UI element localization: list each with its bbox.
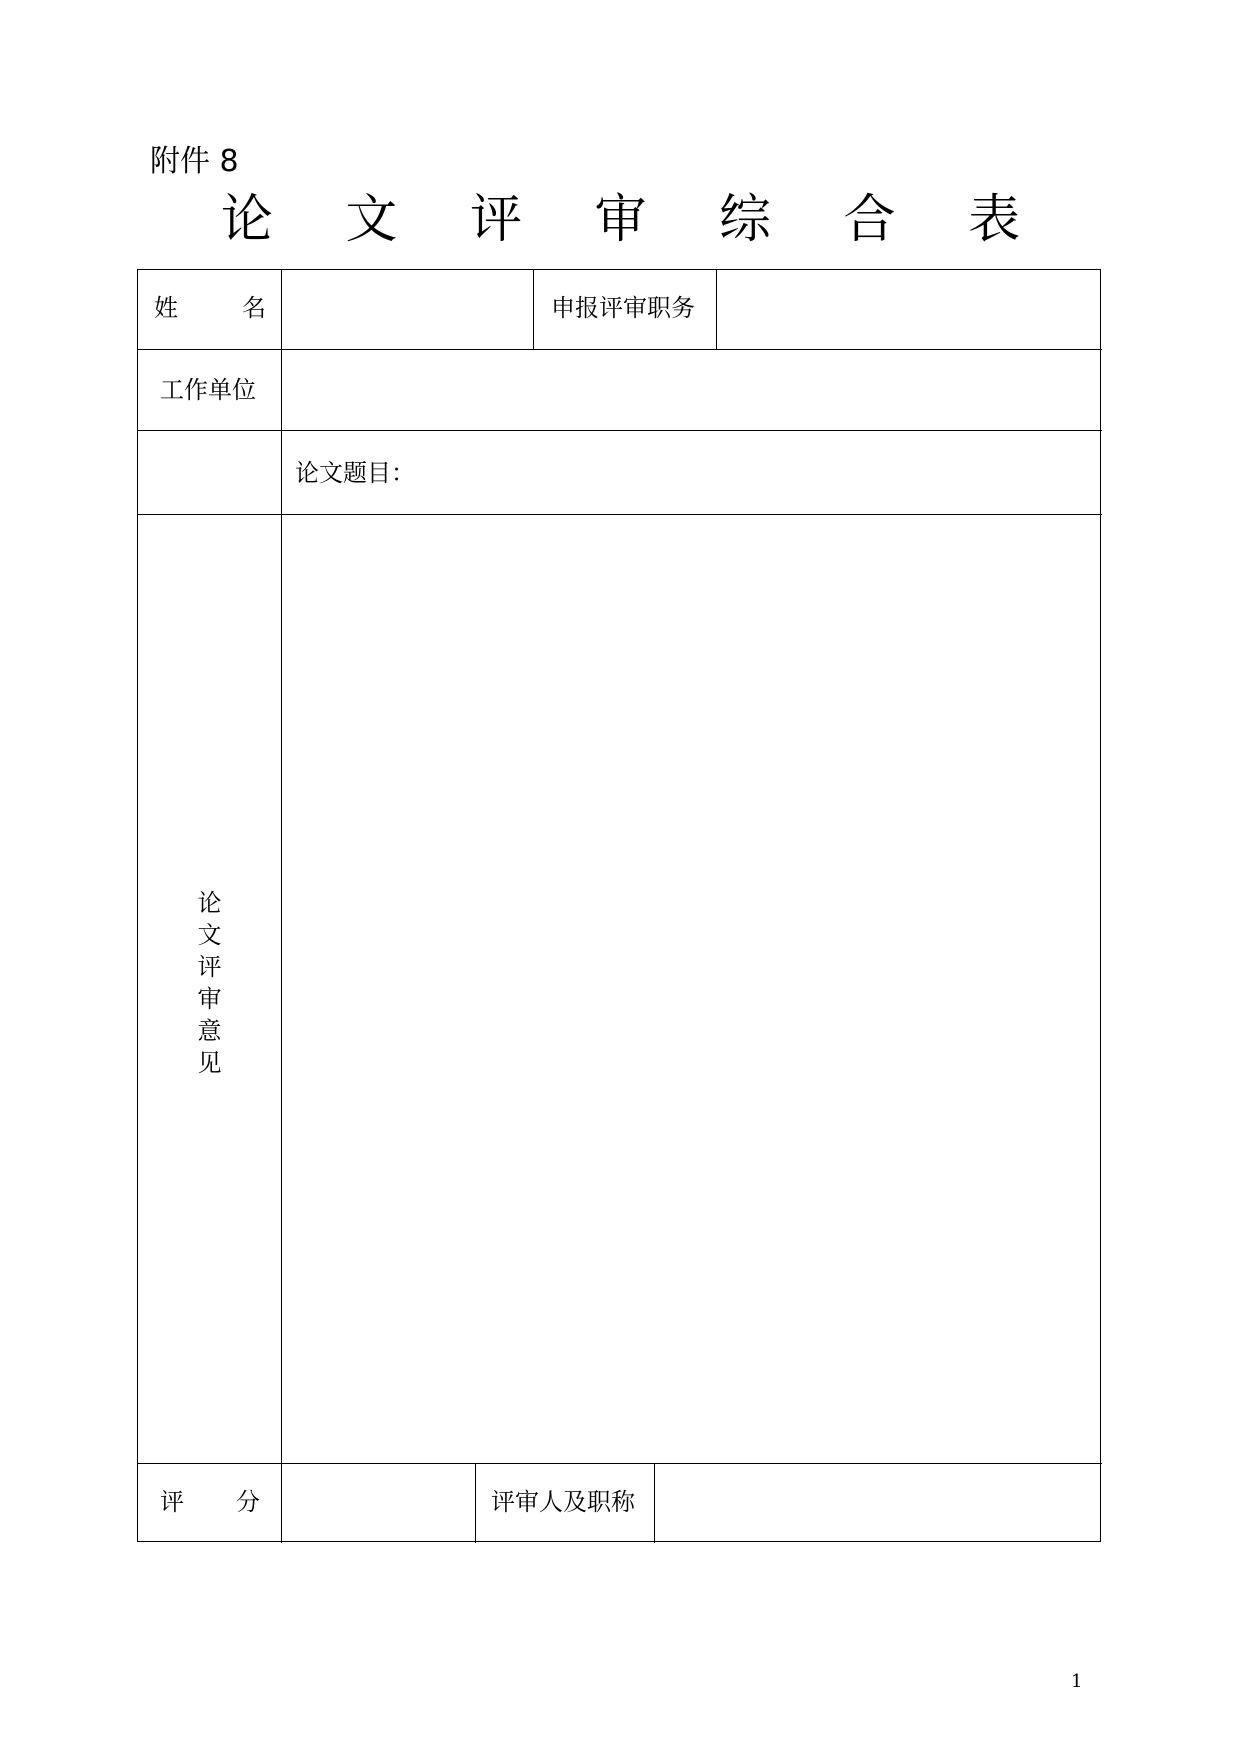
name-label	[154, 293, 266, 323]
document-title: 论 文 评 审 综 合 表	[220, 190, 1049, 250]
row-divider	[138, 430, 1102, 431]
score-field[interactable]	[289, 1477, 467, 1529]
review-opinion-char: 论	[197, 889, 222, 917]
paper-title-label: 论文题目：	[295, 459, 415, 487]
review-opinion-char: 见	[197, 1049, 222, 1077]
row-divider	[138, 514, 1102, 515]
review-opinion-field[interactable]	[289, 522, 1094, 1456]
score-label-char: 评	[160, 1488, 184, 1516]
review-form-table	[137, 269, 1101, 1542]
work-unit-label: 工作单位	[160, 376, 256, 404]
review-opinion-char: 审	[197, 985, 222, 1013]
review-opinion-char: 文	[197, 921, 222, 949]
review-opinion-label	[138, 887, 281, 1079]
score-label-char: 分	[236, 1488, 260, 1516]
column-divider	[281, 270, 282, 1543]
column-divider	[654, 1463, 655, 1543]
position-label: 申报评审职务	[551, 294, 695, 322]
review-opinion-char: 意	[197, 1017, 222, 1045]
review-opinion-char: 评	[197, 953, 222, 981]
name-label-char: 名	[242, 294, 266, 322]
work-unit-field[interactable]	[289, 365, 1094, 417]
attachment-label: 附件 8	[150, 144, 239, 179]
column-divider	[716, 270, 717, 349]
row-divider	[138, 349, 1102, 350]
page-number: 1	[1071, 1671, 1083, 1692]
name-field[interactable]	[289, 284, 525, 336]
score-label	[160, 1487, 260, 1517]
row-divider	[138, 1463, 1102, 1464]
column-divider	[475, 1463, 476, 1543]
name-label-char: 姓	[154, 294, 178, 322]
paper-title-field[interactable]	[428, 448, 1094, 500]
reviewer-label: 评审人及职称	[491, 1488, 635, 1516]
position-field[interactable]	[724, 284, 1094, 336]
column-divider	[533, 270, 534, 349]
reviewer-field[interactable]	[662, 1477, 1094, 1529]
